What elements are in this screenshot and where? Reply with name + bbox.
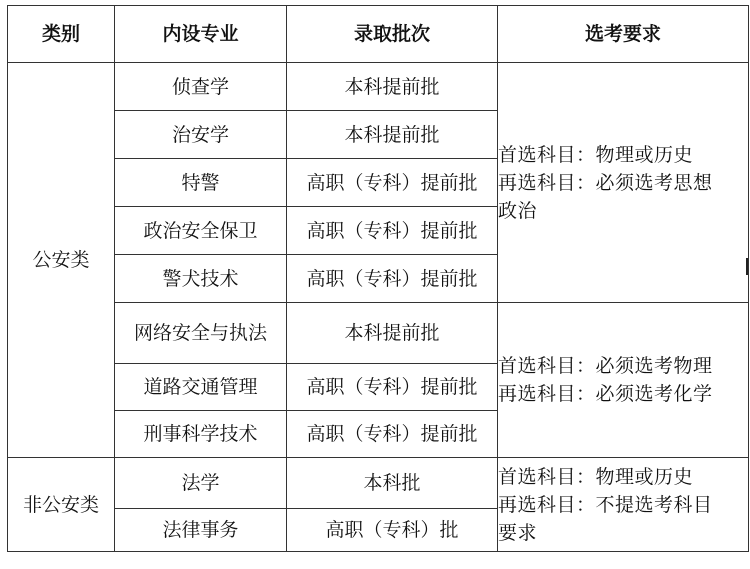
major-cell: 刑事科学技术: [115, 411, 287, 458]
table-row: [8, 63, 749, 111]
requirement-line: 政治: [498, 199, 538, 222]
requirement-line: 要求: [498, 521, 538, 544]
admission-table: [7, 5, 749, 552]
major-cell: 政治安全保卫: [115, 207, 287, 255]
batch-cell: 高职（专科）提前批: [287, 255, 498, 303]
category-cell: 非公安类: [8, 458, 115, 552]
major-cell: 治安学: [115, 111, 287, 159]
requirement-line: 再选科目：不提选考科目: [498, 493, 713, 516]
category-cell: 公安类: [8, 63, 115, 458]
requirement-line: 再选科目：必须选考思想: [498, 171, 713, 194]
batch-cell: 高职（专科）批: [287, 509, 498, 552]
requirement-line: 再选科目：必须选考化学: [498, 383, 713, 405]
batch-cell: 本科批: [287, 458, 498, 509]
batch-cell: 高职（专科）提前批: [287, 364, 498, 411]
major-cell: 警犬技术: [115, 255, 287, 303]
batch-cell: 高职（专科）提前批: [287, 207, 498, 255]
requirement-cell: [498, 303, 749, 458]
batch-cell: 本科提前批: [287, 303, 498, 364]
requirement-line: 首选科目：必须选考物理: [498, 355, 713, 377]
major-cell: 特警: [115, 159, 287, 207]
requirement-cell: [498, 458, 749, 552]
table-row: [8, 303, 749, 364]
batch-cell: 高职（专科）提前批: [287, 159, 498, 207]
major-cell: 网络安全与执法: [115, 303, 287, 364]
header-category: 类别: [8, 6, 115, 63]
requirement-cell: [498, 63, 749, 303]
major-cell: 法学: [115, 458, 287, 509]
edge-mark: [746, 258, 748, 275]
table-row: [8, 458, 749, 509]
major-cell: 法律事务: [115, 509, 287, 552]
major-cell: 道路交通管理: [115, 364, 287, 411]
batch-cell: 本科提前批: [287, 111, 498, 159]
major-cell: 侦查学: [115, 63, 287, 111]
batch-cell: 高职（专科）提前批: [287, 411, 498, 458]
header-batch: 录取批次: [287, 6, 498, 63]
header-requirement: 选考要求: [498, 6, 749, 63]
header-major: 内设专业: [115, 6, 287, 63]
requirement-line: 首选科目：物理或历史: [498, 465, 694, 488]
requirement-line: 首选科目：物理或历史: [498, 143, 694, 166]
batch-cell: 本科提前批: [287, 63, 498, 111]
